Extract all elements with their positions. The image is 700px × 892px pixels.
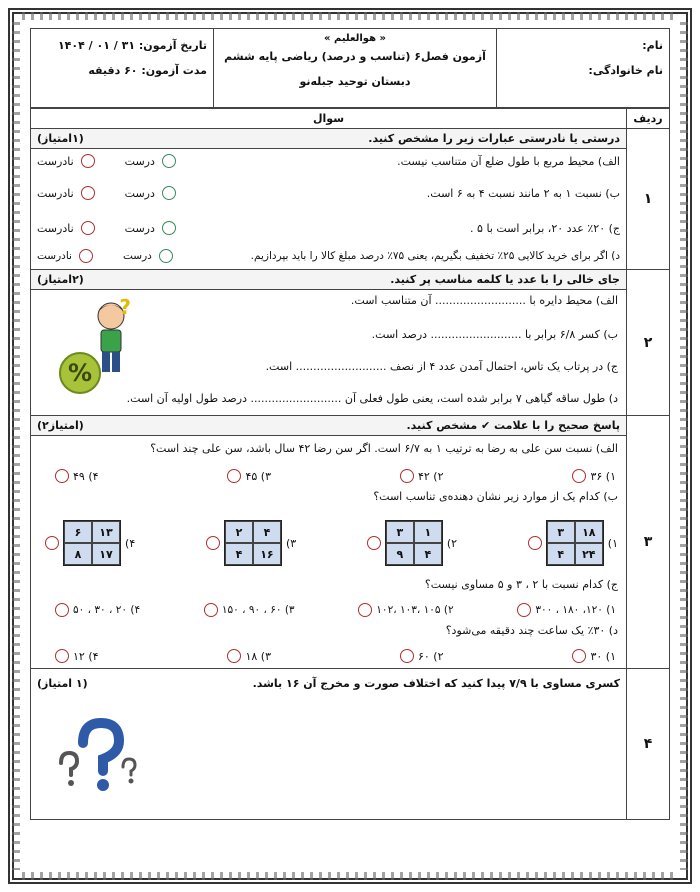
- radio-circle-icon[interactable]: [400, 649, 414, 663]
- radio-circle-icon[interactable]: [79, 249, 93, 263]
- choice-option[interactable]: [223, 469, 271, 483]
- radio-circle-icon[interactable]: [358, 603, 372, 617]
- choice-label: ۳) ۴۵: [245, 469, 272, 483]
- radio-circle-icon[interactable]: [572, 469, 586, 483]
- grid-cell: ۴: [547, 543, 575, 565]
- grid-cell: ۴: [414, 543, 442, 565]
- q1-item-c: [31, 213, 626, 243]
- q1-item-b: [31, 173, 626, 213]
- q1-body: [31, 129, 627, 270]
- question-marks-illustration-icon: [51, 713, 141, 803]
- q3-d-text: د) ۳۰٪ یک ساعت چند دقیقه می‌شود؟: [445, 624, 618, 637]
- q1-item-text: د) اگر برای خرید کالایی ۲۵٪ تخفیف بگیریم، یعنی ۷۵٪ درصد مبلغ کالا را باید بپردازیم.: [250, 250, 620, 262]
- q1-score: (۱امتیاز): [37, 132, 84, 145]
- choice-option[interactable]: [396, 469, 444, 483]
- q3-b-text: ب) کدام یک از موارد زیر نشان دهنده‌ی تناسب است؟: [373, 490, 618, 503]
- q2-item-a: الف) محیط دایره با .......................... آن متناسب است.: [350, 294, 618, 307]
- q3-b-choices: [31, 510, 626, 576]
- choice-label: ۱) ۱۲۰، ۱۸۰ ، ۳۰۰: [535, 604, 616, 616]
- radio-circle-icon[interactable]: [81, 186, 95, 200]
- q1-title: درستی یا نادرستی عبارات زیر را مشخص کنید.: [368, 132, 620, 145]
- decorative-border-top: [22, 12, 678, 20]
- grid-cell: ۹: [386, 543, 414, 565]
- false-label: نادرست: [37, 154, 74, 168]
- true-label: درست: [124, 221, 155, 235]
- question-header: سوال: [31, 109, 627, 129]
- false-option[interactable]: [37, 221, 95, 235]
- choice-option[interactable]: [223, 649, 271, 663]
- radio-circle-icon[interactable]: [81, 154, 95, 168]
- student-info: [497, 29, 670, 108]
- grid-cell: ۴: [225, 543, 253, 565]
- choice-label: ۲) ۱۰۵ ،۱۰۳ ،۱۰۲: [376, 604, 454, 616]
- q1-number: ۱: [627, 129, 670, 270]
- school-name: دبستان توحید جبله‌نو: [299, 75, 411, 88]
- decorative-border-right: [680, 22, 688, 870]
- radio-circle-icon[interactable]: [227, 469, 241, 483]
- false-label: نادرست: [37, 250, 72, 262]
- true-option[interactable]: [125, 186, 176, 200]
- grid-cell: ۶: [64, 521, 92, 543]
- q3-c-choices: [31, 598, 626, 622]
- radio-circle-icon[interactable]: [55, 603, 69, 617]
- true-option[interactable]: [125, 154, 176, 168]
- q3-title: پاسخ صحیح را با علامت ✔ مشخص کنید.: [406, 419, 620, 432]
- choice-option[interactable]: [568, 469, 616, 483]
- false-label: نادرست: [37, 221, 74, 235]
- exam-date: تاریخ آزمون: ۳۱ / ۰۱ / ۱۴۰۴: [57, 39, 207, 52]
- choice-label: ۳): [285, 536, 297, 550]
- questions-table: [30, 108, 670, 820]
- choice-option[interactable]: [41, 520, 135, 566]
- q3-number: ۳: [627, 416, 670, 669]
- name-label: نام:: [642, 39, 663, 52]
- grid-cell: ۸: [64, 543, 92, 565]
- choice-option[interactable]: [513, 603, 616, 617]
- q2-score: (۲امتیاز): [37, 273, 84, 286]
- radio-circle-icon[interactable]: [81, 221, 95, 235]
- question-mark-icon: ?: [119, 298, 131, 319]
- false-option[interactable]: [37, 154, 95, 168]
- choice-option[interactable]: [51, 469, 99, 483]
- radio-circle-icon[interactable]: [227, 649, 241, 663]
- q1-item-text: ج) ۲۰٪ عدد ۲۰، برابر است با ۵ .: [470, 221, 620, 235]
- choice-option[interactable]: [396, 649, 444, 663]
- choice-label: ۲) ۴۲: [417, 469, 444, 483]
- true-label: درست: [124, 186, 155, 200]
- radio-circle-icon[interactable]: [572, 649, 586, 663]
- true-option[interactable]: [123, 249, 173, 263]
- row-header: ردیف: [627, 109, 670, 129]
- grid-cell: ۳: [386, 521, 414, 543]
- radio-circle-icon[interactable]: [528, 536, 542, 550]
- true-option[interactable]: [125, 221, 176, 235]
- q3-heading: [31, 416, 626, 435]
- choice-option[interactable]: [524, 520, 618, 566]
- q2-item-b: ب) کسر ۶/۸ برابر با .......................... درصد است.: [371, 328, 618, 341]
- true-label: درست: [124, 154, 155, 168]
- grid-cell: ۱۳: [92, 521, 120, 543]
- choice-label: ۱): [607, 536, 618, 550]
- exam-meta: [31, 29, 214, 108]
- grid-cell: ۳: [547, 521, 575, 543]
- q3-a-text: الف) نسبت سن علی به رضا به ترتیب ۱ به ۶/۷ است. اگر سن رضا ۴۲ سال باشد، سن علی چند است؟: [150, 442, 618, 455]
- exam-title: آزمون فصل۶ (تناسب و درصد) ریاضی پایه ششم: [224, 50, 486, 63]
- proportion-grid: [385, 520, 443, 566]
- decorative-border-bottom: [22, 872, 678, 880]
- grid-cell: ۱۶: [253, 543, 281, 565]
- q1-item-text: ب) نسبت ۱ به ۲ مانند نسبت ۴ به ۶ است.: [426, 186, 620, 200]
- choice-label: ۳) ۱۸: [245, 649, 272, 663]
- q2-items: [31, 289, 626, 415]
- q4-answer-area[interactable]: [31, 693, 626, 803]
- radio-circle-icon[interactable]: [162, 221, 176, 235]
- choice-label: ۴) ۴۹: [73, 469, 99, 483]
- exam-title-block: [214, 29, 497, 108]
- q3-body: [31, 416, 627, 669]
- q4-number: ۴: [627, 669, 670, 820]
- q3-c-text: ج) کدام نسبت با ۲ ، ۳ و ۵ مساوی نیست؟: [424, 578, 618, 591]
- radio-circle-icon[interactable]: [162, 186, 176, 200]
- q1-heading: [31, 129, 626, 148]
- choice-option[interactable]: [200, 603, 295, 617]
- q4-title: کسری مساوی با ۷/۹ پیدا کنید که اختلاف صورت و مخرج آن ۱۶ باشد.: [252, 677, 620, 690]
- choice-option[interactable]: [51, 649, 99, 663]
- q3-a-choices: [31, 464, 626, 488]
- grid-cell: ۲: [225, 521, 253, 543]
- q3-d-choices: [31, 644, 626, 668]
- q2-item-c: ج) در پرتاب یک تاس، احتمال آمدن عدد ۴ از نصف .......................... است.: [265, 360, 618, 373]
- percent-badge-icon: %: [59, 352, 101, 394]
- exam-header: [30, 28, 670, 108]
- grid-cell: ۱: [414, 521, 442, 543]
- q2-title: جای خالی را با عدد یا کلمه مناسب پر کنید.: [390, 273, 620, 286]
- choice-label: ۴) ۲۰ ، ۳۰ ، ۵۰: [73, 604, 141, 616]
- q3-items: [31, 435, 626, 668]
- false-option[interactable]: [37, 186, 95, 200]
- radio-circle-icon[interactable]: [367, 536, 381, 550]
- q2-heading: [31, 270, 626, 289]
- exam-sheet: [30, 28, 670, 864]
- q2-body: [31, 270, 627, 416]
- radio-circle-icon[interactable]: [400, 469, 414, 483]
- grid-cell: ۱۸: [575, 521, 603, 543]
- grid-cell: ۱۷: [92, 543, 120, 565]
- q4-score: (۱ امتیاز): [37, 677, 88, 690]
- false-label: نادرست: [37, 186, 74, 200]
- bismillah: « هوالعلیم »: [324, 33, 386, 44]
- q1-item-d: [31, 243, 626, 269]
- choice-label: ۲) ۶۰: [417, 649, 444, 663]
- choice-option[interactable]: [363, 520, 457, 566]
- choice-option[interactable]: [202, 520, 296, 566]
- choice-label: ۱) ۳۶: [590, 469, 616, 483]
- q1-items: [31, 148, 626, 269]
- q4-body: [31, 669, 627, 820]
- grid-cell: ۲۴: [575, 543, 603, 565]
- q1-item-a: [31, 149, 626, 173]
- radio-circle-icon[interactable]: [162, 154, 176, 168]
- family-label: نام خانوادگی:: [588, 64, 663, 77]
- false-option[interactable]: [37, 249, 93, 263]
- q3-score: (امتیاز۲): [37, 419, 84, 432]
- radio-circle-icon[interactable]: [55, 469, 69, 483]
- radio-circle-icon[interactable]: [206, 536, 220, 550]
- radio-circle-icon[interactable]: [45, 536, 59, 550]
- choice-option[interactable]: [568, 649, 616, 663]
- choice-label: ۲): [446, 536, 458, 550]
- radio-circle-icon[interactable]: [204, 603, 218, 617]
- choice-option[interactable]: [354, 603, 453, 617]
- exam-duration: مدت آزمون: ۶۰ دقیقه: [88, 64, 207, 77]
- proportion-grid: [63, 520, 121, 566]
- grid-cell: ۴: [253, 521, 281, 543]
- decorative-border-left: [12, 22, 20, 870]
- q2-item-d: د) طول ساقه گیاهی ۷ برابر شده است، یعنی طول فعلی آن .......................... درصد طول اولیه آن است.: [126, 392, 618, 405]
- q1-item-text: الف) محیط مربع با طول ضلع آن متناسب نیست.: [397, 154, 620, 168]
- q2-number: ۲: [627, 270, 670, 416]
- radio-circle-icon[interactable]: [159, 249, 173, 263]
- proportion-grid: [546, 520, 604, 566]
- choice-label: ۳) ۶۰ ، ۹۰ ، ۱۵۰: [221, 604, 295, 616]
- true-label: درست: [122, 250, 152, 262]
- q4-heading: [31, 669, 626, 693]
- proportion-grid: [224, 520, 282, 566]
- choice-label: ۱) ۳۰: [590, 649, 616, 663]
- choice-label: ۴): [125, 536, 136, 550]
- radio-circle-icon[interactable]: [517, 603, 531, 617]
- choice-option[interactable]: [51, 603, 140, 617]
- choice-label: ۴) ۱۲: [73, 649, 99, 663]
- radio-circle-icon[interactable]: [55, 649, 69, 663]
